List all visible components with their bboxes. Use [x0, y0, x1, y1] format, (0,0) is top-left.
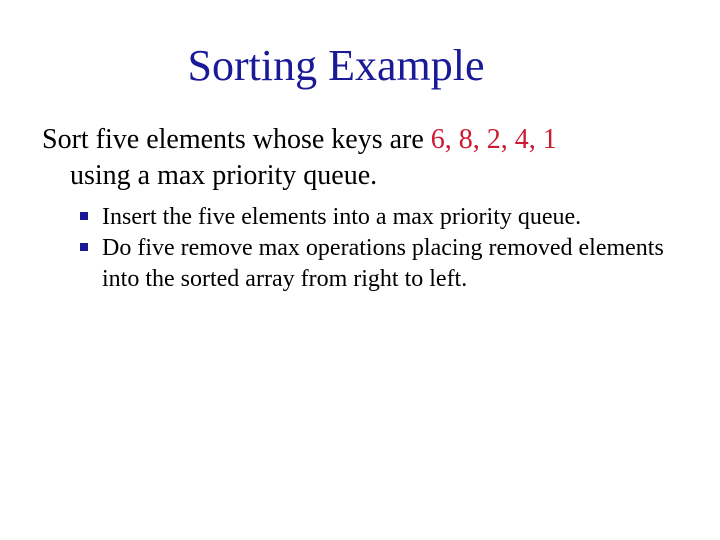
main-point [42, 122, 682, 194]
square-bullet-icon [80, 212, 88, 220]
sub-point-list [80, 202, 700, 295]
square-bullet-icon [80, 243, 88, 251]
sub-point-insert [80, 202, 700, 233]
keys-highlight: 6, 8, 2, 4, 1 [430, 124, 557, 155]
main-point-text: Sort five elements whose keys are [42, 124, 431, 155]
sub-point-remove-max [80, 233, 700, 295]
main-point-continuation: using a max priority queue. [70, 160, 378, 191]
sub-point-text: Insert the five elements into a max priority queue. [102, 204, 582, 230]
slide-title: Sorting Example [187, 41, 485, 90]
sub-point-text: Do five remove max operations placing removed elements into the sorted array from right to left. [102, 235, 664, 292]
